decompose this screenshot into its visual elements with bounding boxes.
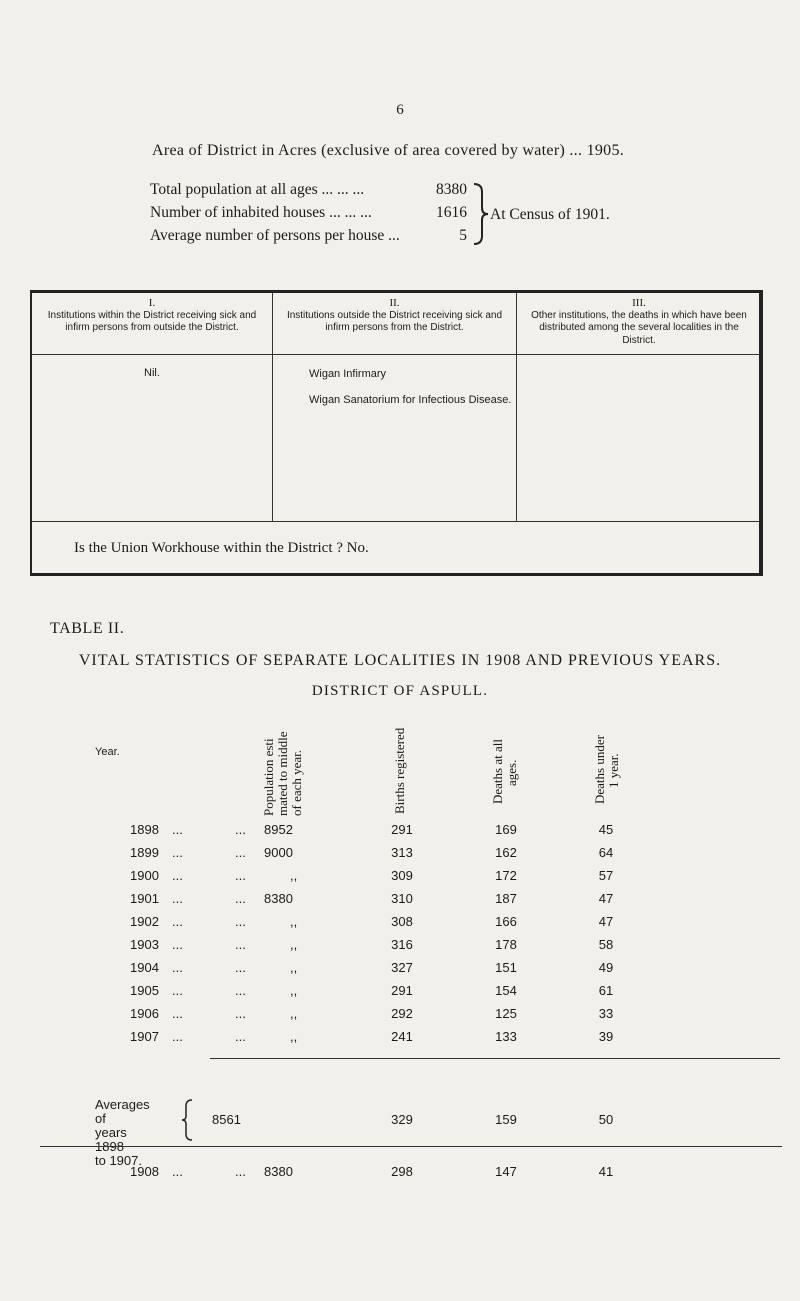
header-line: ages.: [504, 759, 519, 786]
infant-deaths-cell: 33: [598, 1006, 614, 1021]
deaths-cell: 178: [495, 937, 517, 952]
leader-dots: ...: [172, 1006, 183, 1021]
leader-dots: ...: [235, 914, 246, 929]
leader-dots: ...: [235, 960, 246, 975]
leader-dots: ...: [172, 937, 183, 952]
leader-dots: ...: [235, 937, 246, 952]
infant-deaths-cell: 64: [598, 845, 614, 860]
institutions-col-3: [517, 293, 761, 521]
census-label: Total population at all ages ... ... ...: [150, 181, 365, 198]
header-line: 1 year.: [606, 753, 621, 788]
header-line: of each year.: [289, 749, 304, 816]
census-label: Number of inhabited houses ... ... ...: [150, 204, 372, 221]
census-label: Average number of persons per house ...: [150, 227, 400, 244]
census-value: 8380: [436, 181, 467, 198]
infant-deaths-cell: 47: [598, 914, 614, 929]
census-value: 5: [459, 227, 467, 244]
year-cell: 1898: [130, 822, 159, 837]
col-value: Nil.: [144, 367, 160, 379]
births-cell: 316: [391, 937, 413, 952]
population-cell: ,,: [290, 868, 298, 883]
infant-deaths-cell: 58: [598, 937, 614, 952]
year-cell: 1905: [130, 983, 159, 998]
deaths-cell: 125: [495, 1006, 517, 1021]
workhouse-question: Is the Union Workhouse within the District ? No.: [74, 540, 369, 556]
leader-dots: ...: [172, 845, 183, 860]
header-line: Deaths at all: [490, 739, 505, 804]
census-row-houses: [150, 204, 467, 222]
institutions-col-1: [32, 293, 273, 521]
births-cell: 313: [391, 845, 413, 860]
workhouse-row: [32, 521, 759, 574]
averages-label: [95, 1098, 150, 1168]
page-number: 6: [396, 102, 404, 118]
header-line: Births registered: [392, 727, 407, 814]
header-deaths: [490, 720, 519, 804]
infant-deaths-cell: 41: [598, 1164, 614, 1179]
infant-deaths-cell: 61: [598, 983, 614, 998]
year-cell: 1904: [130, 960, 159, 975]
leader-dots: ...: [235, 845, 246, 860]
infant-deaths-cell: 49: [598, 960, 614, 975]
header-infant: [592, 720, 621, 804]
table-title: VITAL STATISTICS OF SEPARATE LOCALITIES IN 1908 AND PREVIOUS YEARS.: [78, 652, 722, 669]
header-line: mated to middle: [275, 731, 290, 816]
births-cell: 309: [391, 868, 413, 883]
leader-dots: ...: [235, 983, 246, 998]
leader-dots: ...: [235, 1164, 246, 1179]
births-cell: 308: [391, 914, 413, 929]
header-line: Deaths under: [592, 735, 607, 804]
header-line: Population esti: [261, 738, 276, 816]
institutions-col-2: [273, 293, 517, 521]
population-cell: ,,: [290, 914, 298, 929]
deaths-cell: 169: [495, 822, 517, 837]
population-cell: 8952: [264, 822, 293, 837]
population-cell: 9000: [264, 845, 293, 860]
deaths-cell: 166: [495, 914, 517, 929]
deaths-cell: 133: [495, 1029, 517, 1044]
table-divider: [210, 1058, 780, 1060]
averages-label-line: Averages of: [95, 1097, 150, 1126]
infant-deaths-cell: 39: [598, 1029, 614, 1044]
area-line: Area of District in Acres (exclusive of area covered by water) ... 1905.: [152, 142, 625, 159]
census-brace: [472, 182, 490, 246]
infant-deaths-cell: 50: [598, 1112, 614, 1127]
institutions-col-1-header: [32, 293, 272, 355]
births-cell: 329: [391, 1112, 413, 1127]
births-cell: 298: [391, 1164, 413, 1179]
deaths-cell: 162: [495, 845, 517, 860]
col-heading: Institutions outside the District receiving sick and infirm persons from the District.: [286, 309, 503, 333]
institutions-col-1-body: [32, 367, 272, 379]
leader-dots: ...: [235, 868, 246, 883]
leader-dots: ...: [235, 822, 246, 837]
institution-item: Wigan Infirmary: [309, 368, 387, 380]
leader-dots: ...: [235, 1006, 246, 1021]
leader-dots: ...: [172, 1164, 183, 1179]
births-cell: 292: [391, 1006, 413, 1021]
deaths-cell: 147: [495, 1164, 517, 1179]
population-cell: ,,: [290, 983, 298, 998]
population-cell: 8561: [212, 1112, 241, 1127]
births-cell: 291: [391, 983, 413, 998]
population-cell: ,,: [290, 937, 298, 952]
infant-deaths-cell: 45: [598, 822, 614, 837]
institutions-box: [30, 290, 763, 576]
district-title: DISTRICT OF ASPULL.: [311, 683, 489, 699]
census-row-population: [150, 181, 467, 199]
averages-brace: [180, 1098, 194, 1142]
population-cell: 8380: [264, 891, 293, 906]
col-heading: Other institutions, the deaths in which have been distributed among the several localities in the District.: [531, 309, 747, 346]
deaths-cell: 159: [495, 1112, 517, 1127]
deaths-cell: 154: [495, 983, 517, 998]
leader-dots: ...: [172, 891, 183, 906]
births-cell: 327: [391, 960, 413, 975]
births-cell: 241: [391, 1029, 413, 1044]
leader-dots: ...: [172, 822, 183, 837]
averages-label-line: years 1898: [95, 1125, 127, 1154]
population-cell: 8380: [264, 1164, 293, 1179]
leader-dots: ...: [172, 1029, 183, 1044]
leader-dots: ...: [172, 914, 183, 929]
deaths-cell: 172: [495, 868, 517, 883]
col-number: III.: [632, 297, 646, 309]
table-label: TABLE II.: [50, 620, 125, 637]
year-cell: 1900: [130, 868, 159, 883]
year-cell: 1907: [130, 1029, 159, 1044]
leader-dots: ...: [172, 960, 183, 975]
col-number: I.: [148, 297, 156, 309]
year-cell: 1899: [130, 845, 159, 860]
leader-dots: ...: [235, 1029, 246, 1044]
infant-deaths-cell: 57: [598, 868, 614, 883]
deaths-cell: 187: [495, 891, 517, 906]
leader-dots: ...: [172, 868, 183, 883]
year-cell: 1906: [130, 1006, 159, 1021]
census-note: At Census of 1901.: [490, 206, 610, 223]
population-cell: ,,: [290, 1006, 298, 1021]
header-population: [261, 726, 304, 816]
header-year: Year.: [95, 746, 120, 758]
deaths-cell: 151: [495, 960, 517, 975]
institutions-col-2-header: [273, 293, 516, 355]
year-cell: 1902: [130, 914, 159, 929]
births-cell: 310: [391, 891, 413, 906]
leader-dots: ...: [235, 891, 246, 906]
population-cell: ,,: [290, 960, 298, 975]
table-divider: [40, 1146, 782, 1148]
population-cell: ,,: [290, 1029, 298, 1044]
institutions-col-3-header: [517, 293, 761, 355]
col-heading: Institutions within the District receiving sick and infirm persons from outside the District.: [47, 309, 257, 333]
institution-item: Wigan Sanatorium for Infectious Disease.: [309, 394, 512, 406]
births-cell: 291: [391, 822, 413, 837]
averages-label-line: to 1907.: [95, 1153, 142, 1168]
year-cell: 1903: [130, 937, 159, 952]
census-row-persons: [150, 227, 467, 245]
header-births: [393, 704, 413, 814]
institutions-col-2-body: [273, 367, 516, 407]
infant-deaths-cell: 47: [598, 891, 614, 906]
col-number: II.: [389, 297, 400, 309]
leader-dots: ...: [172, 983, 183, 998]
census-value: 1616: [436, 204, 467, 221]
year-cell: 1901: [130, 891, 159, 906]
year-cell: 1908: [130, 1164, 159, 1179]
